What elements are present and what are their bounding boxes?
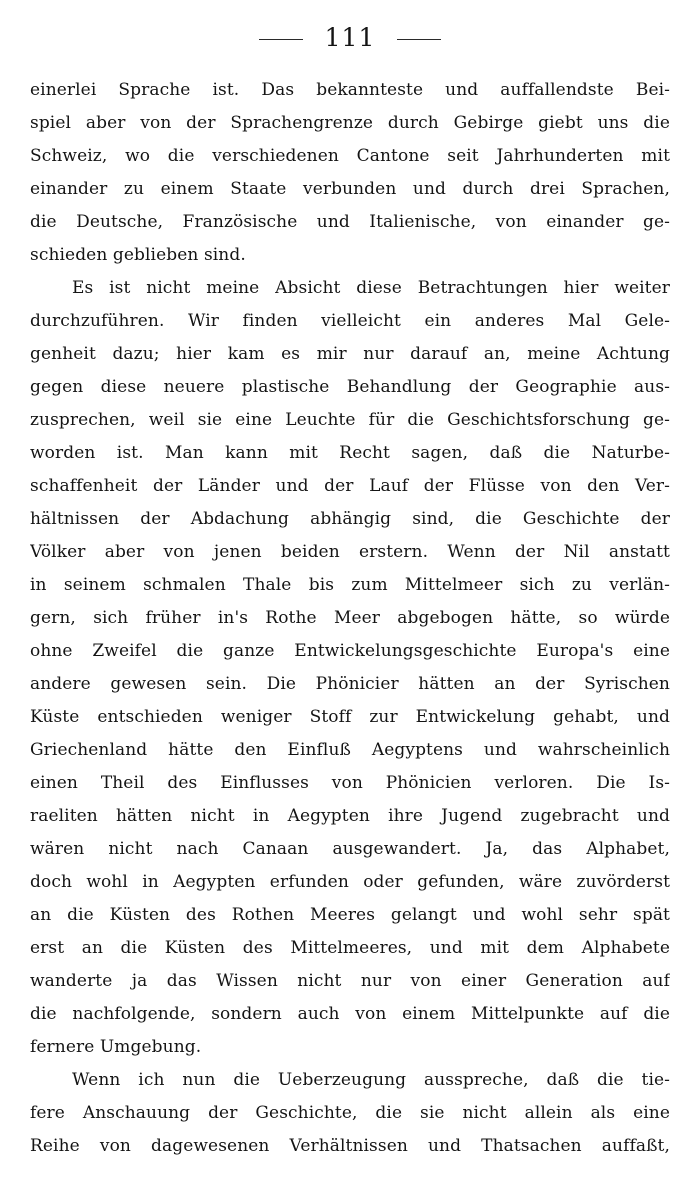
text-line: worden ist. Man kann mit Recht sagen, daß die Naturbe- [30, 443, 670, 463]
text-line: Völker aber von jenen beiden erstern. Wenn der Nil anstatt [30, 542, 670, 562]
text-line: zusprechen, weil sie eine Leuchte für die Geschichtsforschung ge- [30, 410, 670, 430]
text-line: die Deutsche, Französische und Italienische, von einander ge- [30, 212, 670, 232]
text-line: fere Anschauung der Geschichte, die sie nicht allein als eine [30, 1103, 670, 1123]
text-line: doch wohl in Aegypten erfunden oder gefunden, wäre zuvörderst [30, 872, 670, 892]
text-line: andere gewesen sein. Die Phönicier hätten an der Syrischen [30, 674, 670, 694]
text-line: einerlei Sprache ist. Das bekannteste und auffallendste Bei- [30, 80, 670, 100]
text-line: die nachfolgende, sondern auch von einem Mittelpunkte auf die [30, 1004, 670, 1024]
text-line: Reihe von dagewesenen Verhältnissen und Thatsachen auffaßt, [30, 1136, 670, 1156]
text-line: an die Küsten des Rothen Meeres gelangt und wohl sehr spät [30, 905, 670, 925]
text-line: genheit dazu; hier kam es mir nur darauf an, meine Achtung [30, 344, 670, 364]
text-line: Griechenland hätte den Einfluß Aegyptens und wahrscheinlich [30, 740, 670, 760]
text-line: wären nicht nach Canaan ausgewandert. Ja, das Alphabet, [30, 839, 670, 859]
text-line: ohne Zweifel die ganze Entwickelungsgeschichte Europa's eine [30, 641, 670, 661]
text-line: Es ist nicht meine Absicht diese Betrachtungen hier weiter [72, 278, 670, 298]
text-line: erst an die Küsten des Mittelmeeres, und mit dem Alphabete [30, 938, 670, 958]
header-rule-left [259, 39, 303, 40]
text-line: wanderte ja das Wissen nicht nur von einer Generation auf [30, 971, 670, 991]
text-line: Wenn ich nun die Ueberzeugung ausspreche, daß die tie- [72, 1070, 670, 1090]
text-line: gegen diese neuere plastische Behandlung der Geographie aus- [30, 377, 670, 397]
text-line: hältnissen der Abdachung abhängig sind, die Geschichte der [30, 509, 670, 529]
header-rule-right [397, 39, 441, 40]
text-line: gern, sich früher in's Rothe Meer abgebogen hätte, so würde [30, 608, 670, 628]
paragraph [30, 74, 670, 272]
page-header [0, 20, 697, 56]
paragraph [30, 272, 670, 1064]
text-line: einander zu einem Staate verbunden und durch drei Sprachen, [30, 179, 670, 199]
text-line: schieden geblieben sind. [30, 245, 246, 265]
text-line: fernere Umgebung. [30, 1037, 202, 1057]
text-line: Küste entschieden weniger Stoff zur Entwickelung gehabt, und [30, 707, 670, 727]
paragraph [30, 1064, 670, 1163]
text-line: Schweiz, wo die verschiedenen Cantone seit Jahrhunderten mit [30, 146, 670, 166]
body-text [30, 74, 670, 1163]
text-line: einen Theil des Einflusses von Phönicien verloren. Die Is- [30, 773, 670, 793]
text-line: durchzuführen. Wir finden vielleicht ein anderes Mal Gele- [30, 311, 670, 331]
text-line: spiel aber von der Sprachengrenze durch Gebirge giebt uns die [30, 113, 670, 133]
text-line: raeliten hätten nicht in Aegypten ihre Jugend zugebracht und [30, 806, 670, 826]
page-number: 111 [324, 23, 376, 52]
text-line: in seinem schmalen Thale bis zum Mittelmeer sich zu verlän- [30, 575, 670, 595]
text-line: schaffenheit der Länder und der Lauf der Flüsse von den Ver- [30, 476, 670, 496]
